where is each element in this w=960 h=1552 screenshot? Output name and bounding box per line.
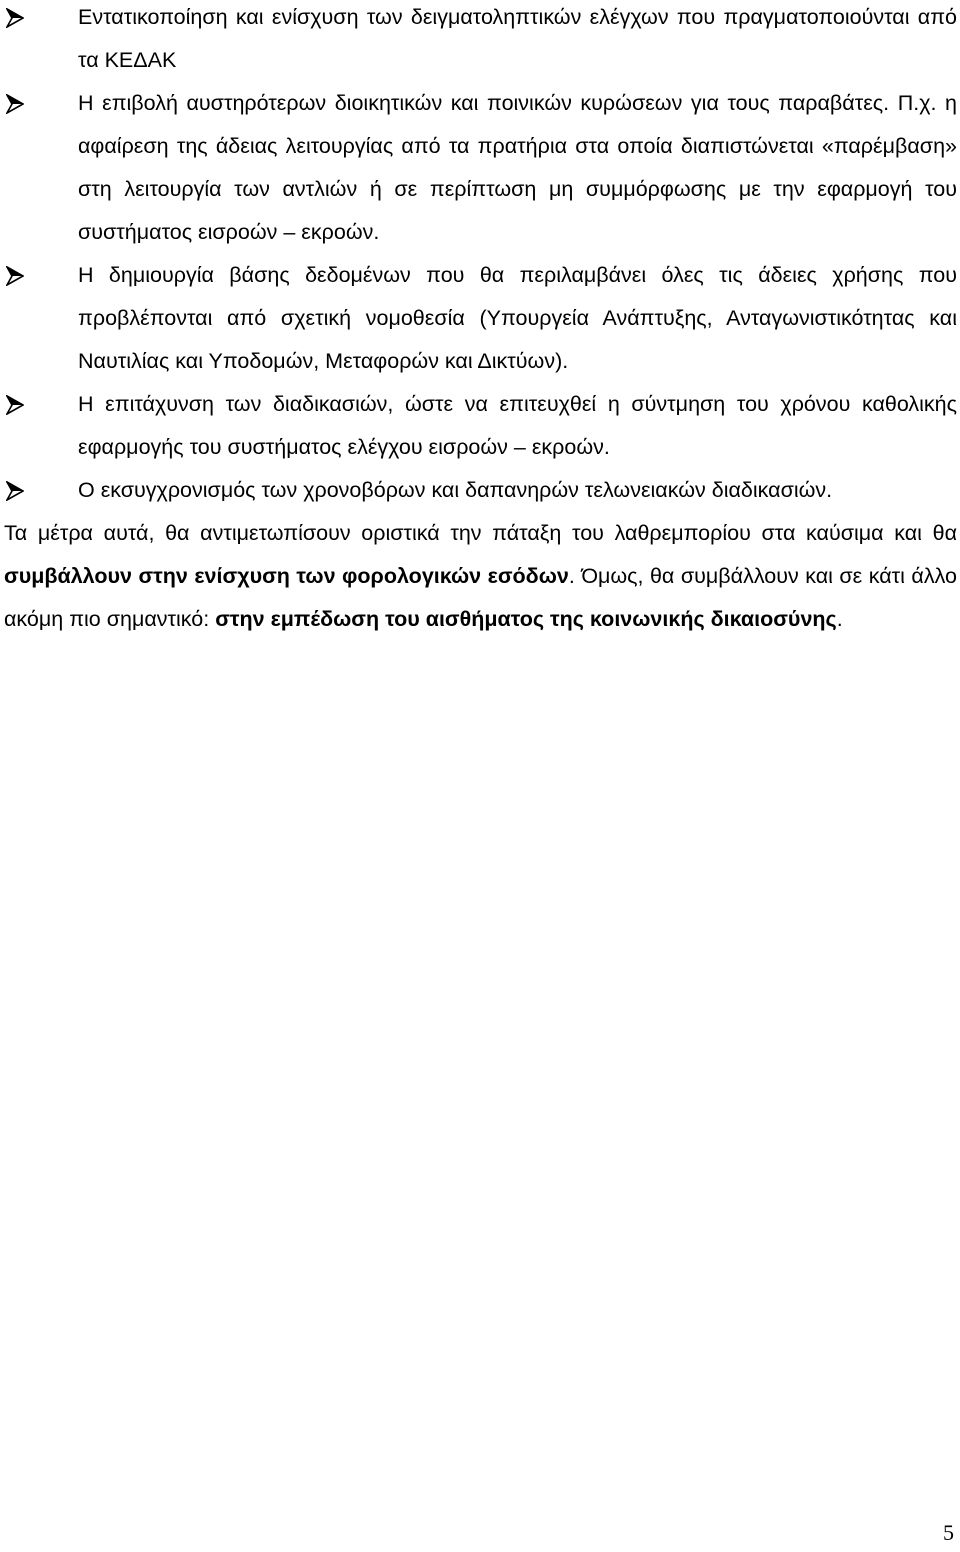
list-item xyxy=(4,254,957,383)
closing-text-part1: Τα μέτρα αυτά, θα αντιμετωπίσουν οριστικά την πάταξη του λαθρεμπορίου στα καύσιμα και θα xyxy=(4,521,957,545)
arrowhead-bullet-icon xyxy=(6,254,26,297)
measures-list xyxy=(4,0,957,512)
closing-bold-phrase-2: στην εμπέδωση του αισθήματος της κοινωνικής δικαιοσύνης xyxy=(215,607,837,631)
list-item-text: Ο εκσυγχρονισμός των χρονοβόρων και δαπανηρών τελωνειακών διαδικασιών. xyxy=(78,478,833,502)
page-number: 5 xyxy=(943,1520,954,1545)
list-item-text: Η επιβολή αυστηρότερων διοικητικών και ποινικών κυρώσεων για τους παραβάτες. Π.χ. η αφαίρεση της άδειας λειτουργίας από τα πρατήρια στα οποία διαπιστώνεται «παρέμβαση» στη λειτουργία των αντλιών ή σε περίπτωση μη συμμόρφωσης με την εφαρμογή του συστήματος εισροών – εκροών. xyxy=(78,91,957,244)
list-item xyxy=(4,383,957,469)
arrowhead-bullet-icon xyxy=(6,383,26,426)
list-item xyxy=(4,82,957,254)
document-body xyxy=(4,0,957,641)
list-item-text: Εντατικοποίηση και ενίσχυση των δειγματοληπτικών ελέγχων που πραγματοποιούνται από τα ΚΕΔΑΚ xyxy=(78,5,957,72)
arrowhead-bullet-icon xyxy=(6,469,26,512)
arrowhead-bullet-icon xyxy=(6,82,26,125)
list-item xyxy=(4,469,957,512)
arrowhead-bullet-icon xyxy=(6,0,26,39)
closing-text-part3: . xyxy=(836,607,843,631)
list-item xyxy=(4,0,957,82)
list-item-text: Η δημιουργία βάσης δεδομένων που θα περιλαμβάνει όλες τις άδειες χρήσης που προβλέπονται από σχετική νομοθεσία (Υπουργεία Ανάπτυξης, Ανταγωνιστικότητας και Ναυτιλίας και Υποδομών, Μεταφορών και Δικτύων). xyxy=(78,263,957,373)
list-item-text: Η επιτάχυνση των διαδικασιών, ώστε να επιτευχθεί η σύντμηση του χρόνου καθολικής εφαρμογής του συστήματος ελέγχου εισροών – εκροών. xyxy=(78,392,957,459)
closing-paragraph xyxy=(4,512,957,641)
closing-text-part2: . Όμως, θα συμβάλλουν και σε κάτι άλλο ακόμη πιο σημαντικό: xyxy=(4,564,957,631)
closing-bold-phrase-1: συμβάλλουν στην ενίσχυση των φορολογικών εσόδων xyxy=(4,564,569,588)
